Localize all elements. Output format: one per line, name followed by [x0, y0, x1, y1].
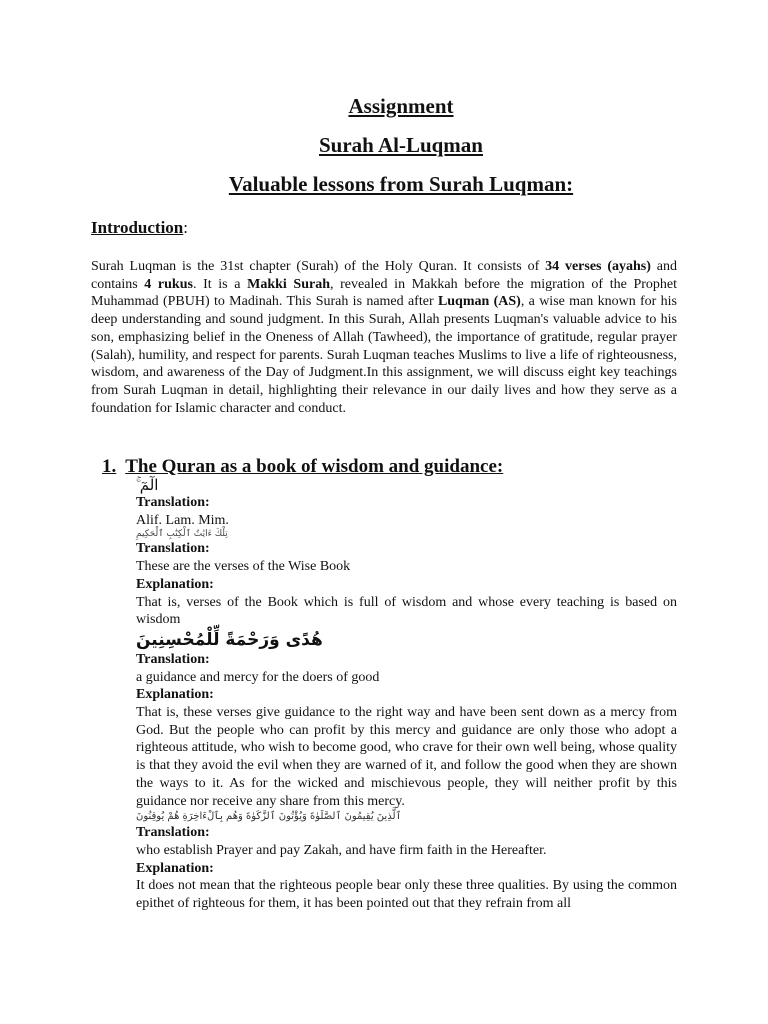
introduction-heading-text: Introduction — [91, 218, 184, 237]
surah-title: Surah Al-Luqman — [319, 133, 483, 157]
section-1-heading — [102, 456, 503, 478]
section-1-body — [136, 476, 677, 913]
section-1-heading-text: The Quran as a book of wisdom and guidance: — [125, 456, 504, 477]
intro-bold-makki: Makki Surah — [247, 276, 330, 292]
arabic-verse-1: الٓمٓ ۚ — [136, 476, 159, 494]
intro-text-b: and contains — [91, 259, 677, 292]
translation-label: Translation: — [136, 651, 210, 667]
lessons-title: Valuable lessons from Surah Luqman: — [228, 172, 574, 196]
explanation-label: Explanation: — [136, 576, 214, 592]
arabic-verse-2: تِلْكَ ءَايَٰتُ ٱلْكِتَٰبِ ٱلْحَكِيمِ — [136, 529, 228, 540]
introduction-paragraph — [91, 258, 677, 417]
intro-text-c: . It is a — [192, 276, 248, 292]
arabic-verse-3: هُدًى وَرَحْمَةً لِّلْمُحْسِنِينَ — [136, 629, 323, 650]
translation-3: a guidance and mercy for the doers of good — [136, 669, 380, 685]
explanation-label: Explanation: — [136, 860, 214, 876]
explanation-4: It does not mean that the righteous people bear only these three qualities. By using the common epithet of righteous for them, it has been pointed out that they refrain from all — [136, 878, 677, 912]
intro-text-a: Surah Luqman is the 31st chapter (Surah) of the Holy Quran. It consists of — [91, 259, 546, 274]
translation-4: who establish Prayer and pay Zakah, and have firm faith in the Hereafter. — [136, 842, 547, 858]
translation-label: Translation: — [136, 495, 210, 510]
intro-bold-luqman: Luqman (AS) — [437, 294, 521, 310]
introduction-colon: : — [183, 218, 188, 237]
assignment-title: Assignment — [348, 94, 454, 118]
intro-bold-rukus: 4 rukus — [144, 276, 193, 292]
explanation-label: Explanation: — [136, 687, 214, 703]
introduction-heading — [91, 218, 188, 238]
explanation-3: That is, these verses give guidance to the right way and have been sent down as a mercy from God. But the people who can profit by this mercy and guidance are only those who adopt a righteous attitude, who wish to become good, who crave for their own well being, whose quality is that they avoid the evil when they are warned of it, and follow the good when they are shown the ways to it. As for the wicked and mischievous people, they will neither profit by this guidance nor receive any share from this mercy. — [136, 705, 677, 809]
section-1-number: 1. — [102, 456, 117, 477]
intro-text-d: , revealed in Makkah before the migration of the Prophet Muhammad (PBUH) to Madinah. This Surah is named after — [91, 276, 678, 310]
intro-bold-verses: 34 verses (ayahs) — [545, 259, 651, 274]
explanation-2: That is, verses of the Book which is full of wisdom and whose every teaching is based on wisdom — [136, 594, 677, 628]
translation-label: Translation: — [136, 541, 210, 557]
translation-label: Translation: — [136, 825, 210, 841]
translation-1: Alif. Lam. Mim. — [136, 512, 229, 528]
arabic-verse-4: ٱلَّذِينَ يُقِيمُونَ ٱلصَّلَوٰةَ وَيُؤْتُونَ ٱلزَّكَوٰةَ وَهُم بِٱلْءَاخِرَةِ هُمْ يُوقِنُونَ — [136, 811, 402, 823]
translation-2: These are the verses of the Wise Book — [136, 559, 351, 575]
intro-text-e: , a wise man known for his deep understanding and sound judgment. In this Surah, Allah presents Luqman's valuable advice to his son, emphasizing belief in the Oneness of Allah (Tawheed), the importance of gratitude, regular prayer (Salah), humility, and respect for parents. Surah Luqman teaches Muslims to live a life of righteousness, wisdom, and awareness of the Day of Judgment.In this assignment, we will discuss eight key teachings from Surah Luqman in detail, highlighting their relevance in our daily lives and how they serve as a foundation for Islamic character and conduct. — [91, 294, 677, 416]
